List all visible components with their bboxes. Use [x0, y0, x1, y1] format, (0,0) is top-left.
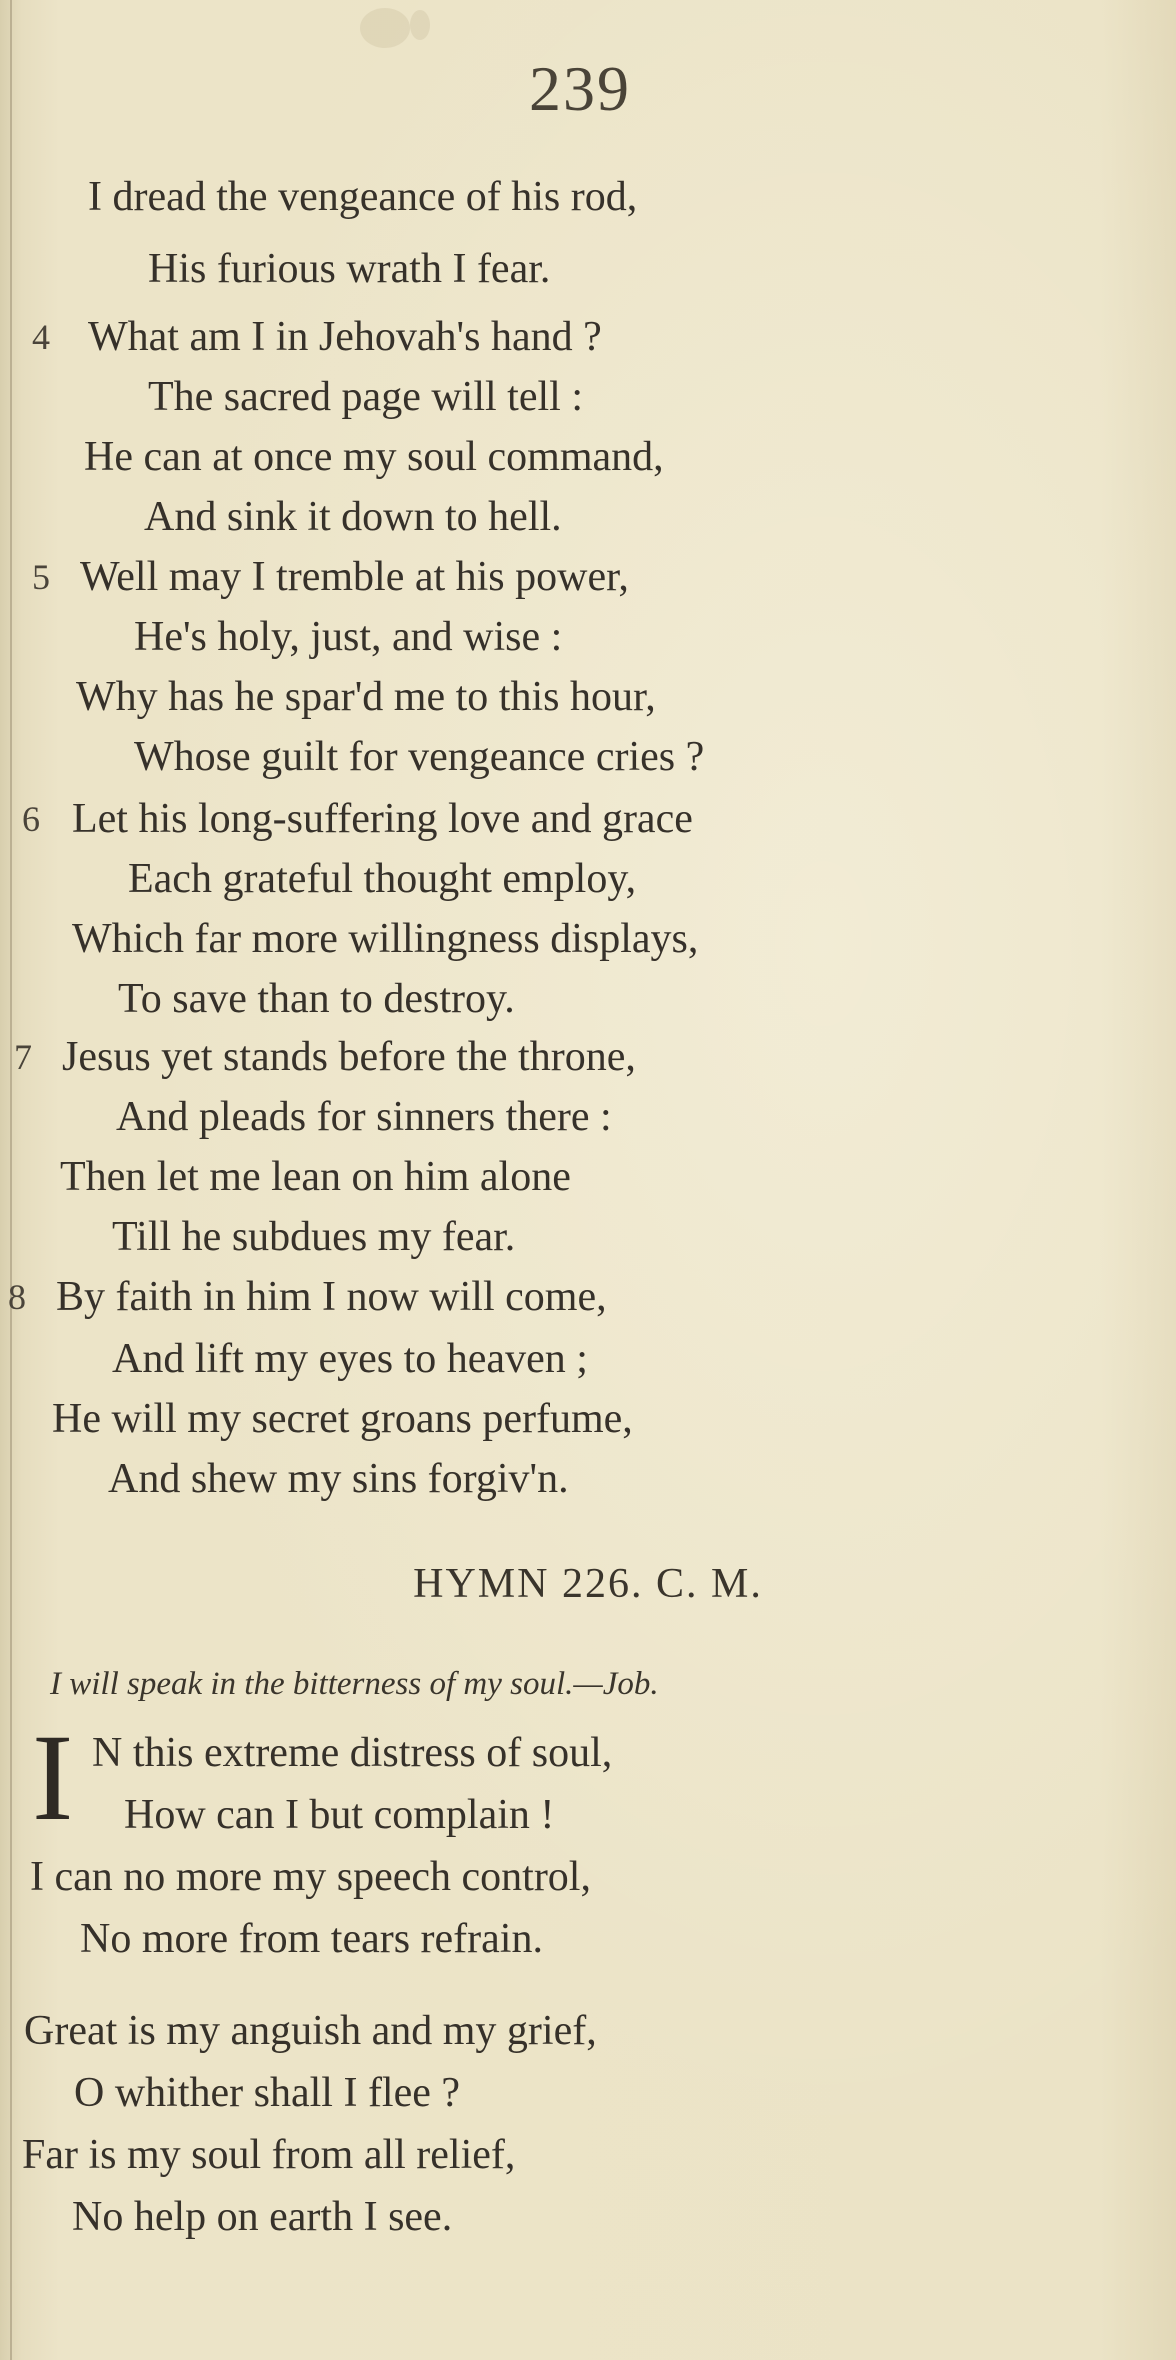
- hymn-epigraph: I will speak in the bitterness of my soul.—Job.: [50, 1666, 659, 1702]
- verse-line: Each grateful thought employ,: [128, 856, 637, 902]
- verse-number: 5: [32, 557, 50, 597]
- paper-stain: [360, 8, 410, 48]
- paper-stain: [410, 10, 430, 40]
- verse-line: How can I but complain !: [124, 1792, 555, 1838]
- page-number: 239: [529, 53, 631, 124]
- verse-line: By faith in him I now will come,: [56, 1274, 607, 1320]
- verse-line: Till he subdues my fear.: [112, 1214, 516, 1260]
- page-gutter-edge: [10, 0, 12, 2360]
- verse-line: Whose guilt for vengeance cries ?: [134, 734, 705, 780]
- verse-line: Great is my anguish and my grief,: [24, 2008, 597, 2054]
- verse-line: And lift my eyes to heaven ;: [112, 1336, 588, 1382]
- verse-number: 6: [22, 799, 40, 839]
- verse-line: He's holy, just, and wise :: [134, 614, 563, 660]
- verse-number: 8: [8, 1277, 26, 1317]
- verse-line: Which far more willingness displays,: [72, 916, 699, 962]
- verse-line: No help on earth I see.: [72, 2194, 453, 2240]
- verse-line: O whither shall I flee ?: [74, 2070, 461, 2116]
- verse-line: And sink it down to hell.: [144, 494, 562, 540]
- verse-line: I can no more my speech control,: [30, 1854, 591, 1900]
- verse-line: What am I in Jehovah's hand ?: [88, 314, 602, 360]
- hymn-heading: HYMN 226. C. M.: [413, 1561, 763, 1607]
- verse-line: Jesus yet stands before the throne,: [62, 1034, 636, 1080]
- drop-cap: I: [32, 1709, 74, 1846]
- verse-line: He will my secret groans perfume,: [52, 1396, 633, 1442]
- verse-line: Then let me lean on him alone: [60, 1154, 571, 1200]
- verse-line: Well may I tremble at his power,: [80, 554, 629, 600]
- verse-line: Why has he spar'd me to this hour,: [76, 674, 656, 720]
- verse-line: His furious wrath I fear.: [148, 246, 551, 292]
- verse-number: 4: [32, 317, 50, 357]
- verse-line: N this extreme distress of soul,: [92, 1730, 613, 1776]
- verse-line: The sacred page will tell :: [148, 374, 583, 420]
- verse-number: 7: [14, 1037, 32, 1077]
- verse-line: Far is my soul from all relief,: [22, 2132, 516, 2178]
- verse-line: No more from tears refrain.: [80, 1916, 543, 1962]
- verse-line: Let his long-suffering love and grace: [72, 796, 693, 842]
- verse-line: I dread the vengeance of his rod,: [88, 174, 638, 220]
- verse-line: And shew my sins forgiv'n.: [108, 1456, 569, 1502]
- verse-line: He can at once my soul command,: [84, 434, 664, 480]
- verse-line: To save than to destroy.: [118, 976, 515, 1022]
- verse-line: And pleads for sinners there :: [116, 1094, 612, 1140]
